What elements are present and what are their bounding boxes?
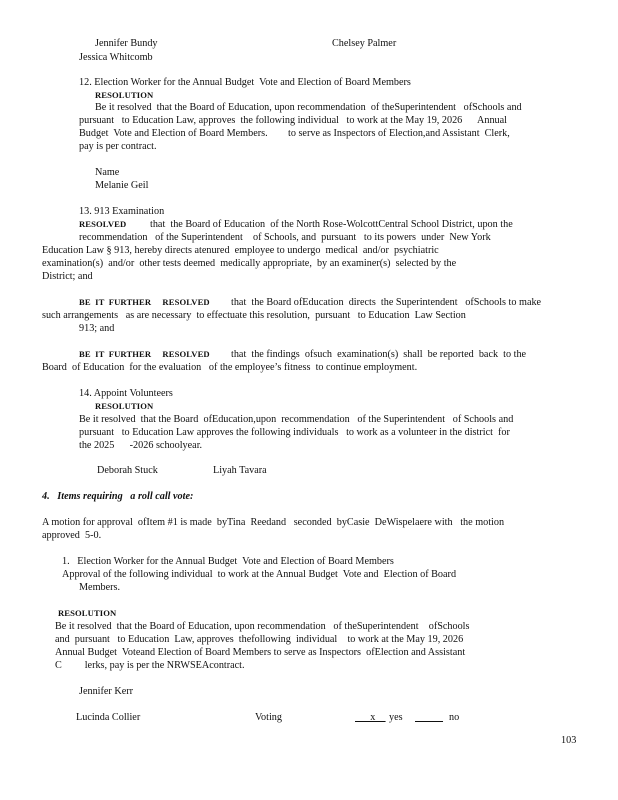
item-14-line-1: Be it resolved that the Board ofEducation,upon recommendation of the Superintendent of Schools and (79, 414, 514, 425)
motion-line-2: approved 5-0. (42, 530, 102, 541)
item-13-line-1: that the Board of Education of the North Rose-WolcottCentral School District, upon the (150, 219, 513, 230)
further-resolved-1-line-1: that the Board ofEducation directs the Superintendent ofSchools to make (231, 297, 542, 308)
voting-label: Voting (255, 712, 282, 723)
item-12-line-1: Be it resolved that the Board of Education, upon recommendation of theSuperintendent ofSchools and (95, 102, 522, 113)
roll-call-line-2: and pursuant to Education Law, approves thefollowing individual to work at the May 19, 2026 (55, 634, 464, 645)
name-chelsey-palmer: Chelsey Palmer (332, 38, 397, 49)
item-14-heading: 14. Appoint Volunteers (79, 388, 173, 399)
item-14-line-3: the 2025 -2026 schoolyear. (79, 440, 203, 451)
roll-call-line-3: Annual Budget Voteand Election of Board Members to serve as Inspectors ofElection and Assistant (55, 647, 466, 658)
item-13-line-5: District; and (42, 271, 93, 282)
item-14-resolution-label: RESOLUTION (95, 401, 154, 411)
roll-call-name-1: Jennifer Kerr (79, 686, 134, 697)
name-jessica-whitcomb: Jessica Whitcomb (79, 52, 153, 63)
no-label: no (449, 712, 460, 723)
motion-line-1: A motion for approval ofItem #1 is made byTina Reedand seconded byCasie DeWispelaere with the motion (42, 517, 505, 528)
approval-line-2: Members. (79, 582, 121, 593)
item-13-line-4: examination(s) and/or other tests deemed medically appropriate, by an examiner(s) selected by the (42, 258, 457, 269)
item-13-line-2: recommendation of the Superintendent of Schools, and pursuant to its powers under New York (79, 232, 491, 243)
roll-call-item-1-heading: 1. Election Worker for the Annual Budget Vote and Election of Board Members (62, 556, 394, 567)
page-number: 103 (561, 735, 577, 746)
item-12-resolution-label: RESOLUTION (95, 90, 154, 100)
item-13-heading: 13. 913 Examination (79, 206, 165, 217)
further-resolved-label-2: BE IT FURTHER RESOLVED (79, 349, 210, 359)
approval-line-1: Approval of the following individual to work at the Annual Budget Vote and Election of Board (62, 569, 457, 580)
further-resolved-2-line-2: Board of Education for the evaluation of the employee’s fitness to continue employment. (42, 362, 418, 373)
yes-label: yes (389, 712, 403, 723)
item-12-line-3: Budget Vote and Election of Board Members. to serve as Inspectors of Election,and Assistant Clerk, (79, 128, 510, 139)
item-13-line-3: Education Law § 913, hereby directs atenured employee to undergo medical and/or psychiatric (42, 245, 439, 256)
further-resolved-1-line-2: such arrangements as are necessary to effectuate this resolution, pursuant to Education Law Section (42, 310, 466, 321)
item-12-heading: 12. Election Worker for the Annual Budget Vote and Election of Board Members (79, 77, 411, 88)
no-blank (415, 713, 443, 723)
item-12-line-2: pursuant to Education Law, approves the following individual to work at the May 19, 2026 Annual (79, 115, 507, 126)
name-jennifer-bundy: Jennifer Bundy (95, 38, 158, 49)
roll-call-line-1: Be it resolved that the Board of Education, upon recommendation of theSuperintendent ofSchools (55, 621, 470, 632)
further-resolved-label-1: BE IT FURTHER RESOLVED (79, 297, 210, 307)
item-14-line-2: pursuant to Education Law approves the following individuals to work as a volunteer in the district for (79, 427, 510, 438)
further-resolved-2-line-1: that the findings ofsuch examination(s) shall be reported back to the (231, 349, 527, 360)
further-resolved-1-line-3: 913; and (79, 323, 115, 334)
roll-call-line-4: C lerks, pay is per the NRWSEAcontract. (55, 660, 245, 671)
item-12-name-value: Melanie Geil (95, 180, 149, 191)
item-12-name-label: Name (95, 167, 120, 178)
volunteer-name-2: Liyah Tavara (213, 465, 267, 476)
volunteer-name-1: Deborah Stuck (97, 465, 158, 476)
section-4-heading: 4. Items requiring a roll call vote: (42, 491, 194, 502)
roll-call-name-2: Lucinda Collier (76, 712, 141, 723)
yes-blank: x (355, 712, 386, 723)
roll-call-resolution-label: RESOLUTION (58, 608, 117, 618)
item-12-line-4: pay is per contract. (79, 141, 157, 152)
item-13-resolved-label: RESOLVED (79, 219, 127, 229)
